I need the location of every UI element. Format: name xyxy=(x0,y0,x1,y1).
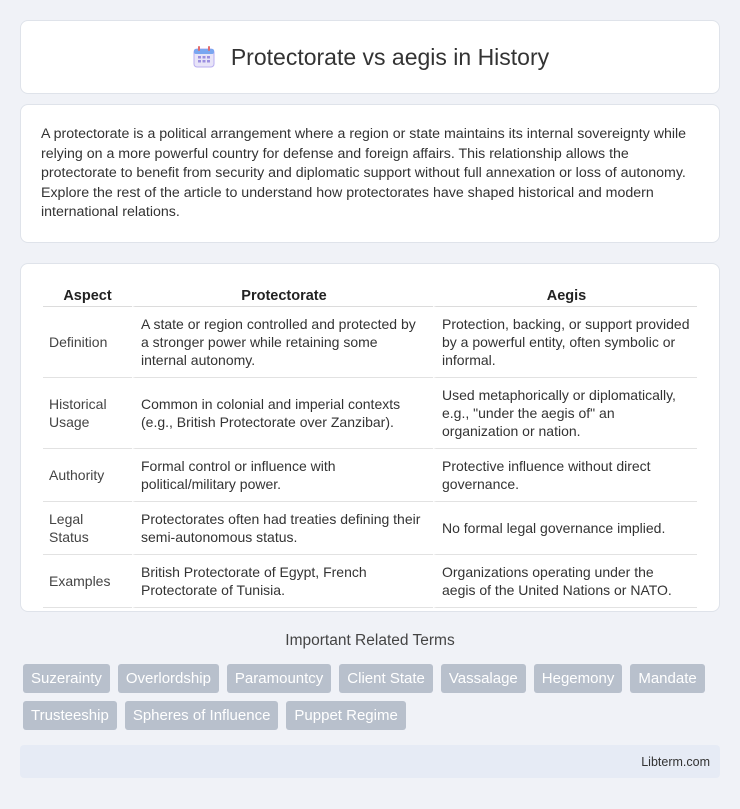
table-row xyxy=(43,307,697,378)
calendar-icon xyxy=(191,44,217,70)
cell-protectorate: British Protectorate of Egypt, French Protectorate of Tunisia. xyxy=(132,555,433,608)
tag-spheres-of-influence[interactable]: Spheres of Influence xyxy=(125,701,279,730)
footer xyxy=(20,745,720,778)
cell-aspect: Historical Usage xyxy=(43,378,132,449)
cell-protectorate: A state or region controlled and protected by a stronger power while retaining some internal autonomy. xyxy=(132,307,433,378)
cell-aspect: Authority xyxy=(43,449,132,502)
tag-client-state[interactable]: Client State xyxy=(339,664,433,693)
related-terms-tags xyxy=(23,664,723,730)
cell-aspect: Legal Status xyxy=(43,502,132,555)
header-card xyxy=(20,20,720,94)
tag-hegemony[interactable]: Hegemony xyxy=(534,664,623,693)
cell-protectorate: Protectorates often had treaties defining their semi-autonomous status. xyxy=(132,502,433,555)
footer-site-link[interactable]: Libterm.com xyxy=(641,754,710,769)
cell-protectorate: Common in colonial and imperial contexts (e.g., British Protectorate over Zanzibar). xyxy=(132,378,433,449)
header-protectorate: Protectorate xyxy=(132,284,433,307)
table-row xyxy=(43,555,697,608)
cell-aspect: Definition xyxy=(43,307,132,378)
header-aspect: Aspect xyxy=(43,284,132,307)
cell-protectorate: Formal control or influence with political/military power. xyxy=(132,449,433,502)
cell-aegis: No formal legal governance implied. xyxy=(433,502,697,555)
header-aegis: Aegis xyxy=(433,284,697,307)
tag-paramountcy[interactable]: Paramountcy xyxy=(227,664,331,693)
tag-suzerainty[interactable]: Suzerainty xyxy=(23,664,110,693)
comparison-table-card xyxy=(20,263,720,612)
tag-mandate[interactable]: Mandate xyxy=(630,664,704,693)
cell-aegis: Protective influence without direct governance. xyxy=(433,449,697,502)
related-terms-title: Important Related Terms xyxy=(285,632,455,649)
tag-overlordship[interactable]: Overlordship xyxy=(118,664,219,693)
cell-aegis: Protection, backing, or support provided by a powerful entity, often symbolic or informal. xyxy=(433,307,697,378)
tag-trusteeship[interactable]: Trusteeship xyxy=(23,701,117,730)
table-row xyxy=(43,502,697,555)
table-row xyxy=(43,449,697,502)
title-wrap xyxy=(191,44,549,71)
tag-vassalage[interactable]: Vassalage xyxy=(441,664,526,693)
cell-aegis: Organizations operating under the aegis of the United Nations or NATO. xyxy=(433,555,697,608)
tag-puppet-regime[interactable]: Puppet Regime xyxy=(286,701,405,730)
comparison-table xyxy=(43,284,697,608)
table-row xyxy=(43,378,697,449)
cell-aegis: Used metaphorically or diplomatically, e.g., "under the aegis of" an organization or nation. xyxy=(433,378,697,449)
intro-text: A protectorate is a political arrangement where a region or state maintains its internal sovereignty while relying on a more powerful country for defense and foreign affairs. This relationship allows the protectorate to benefit from security and diplomatic support without full annexation or loss of autonomy. Explore the rest of the article to understand how protectorates have shaped historical and modern international relations. xyxy=(41,126,687,220)
intro-card xyxy=(20,104,720,243)
page-title: Protectorate vs aegis in History xyxy=(230,43,550,70)
cell-aspect: Examples xyxy=(43,555,132,608)
table-header-row xyxy=(43,284,697,307)
